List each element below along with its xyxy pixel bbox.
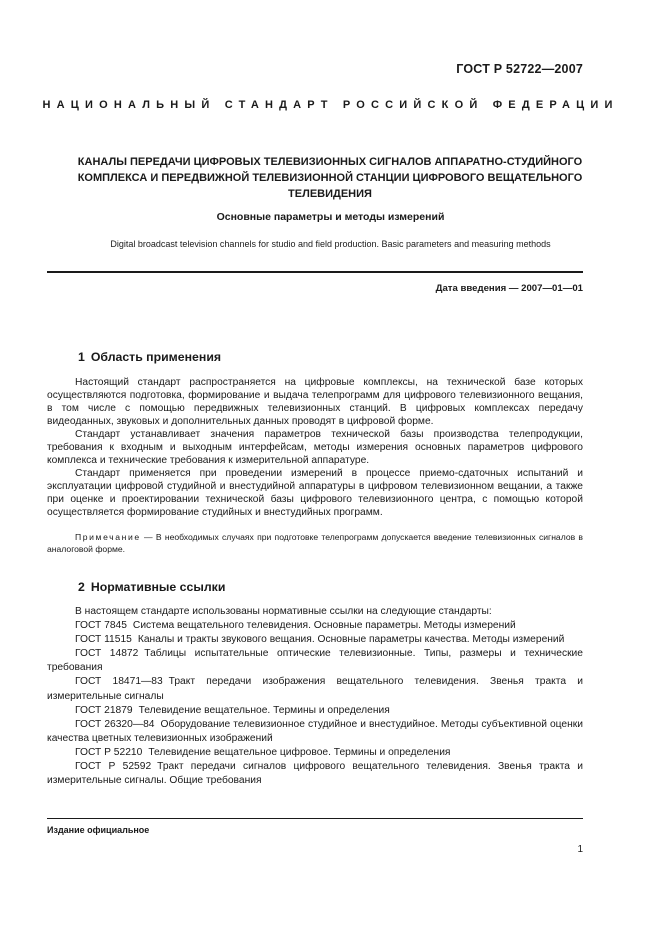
section-title: Нормативные ссылки [90,580,226,594]
reference-text: Оборудование телевизионное студийное и внестудийное. Методы субъективной оценки качества цветных телевизионных изображений [47,718,583,744]
note-text: — В необходимых случаях при подготовке телепрограмм допускается введение телевизионных сигналов в аналоговой форме. [47,532,583,554]
section-2-body [47,605,583,788]
reference-item [47,633,583,647]
references-intro: В настоящем стандарте использованы нормативные ссылки на следующие стандарты: [75,606,492,617]
paragraph: Стандарт устанавливает значения параметров технической базы производства телепродукции, требования к входным и выходным интерфейсам, методы измерения основных параметров цифрового комплекса и технические требования к измерительной аппаратуре. [47,429,583,466]
reference-text: Тракт передачи изображения вещательного телевидения. Звенья тракта и измерительные сигналы [47,676,583,702]
note-label: Примечание [75,532,141,542]
reference-text: Телевидение вещательное цифровое. Термины и определения [148,746,451,758]
section-1-heading [78,350,221,364]
reference-code: ГОСТ 18471—83 [75,676,163,688]
page-number: 1 [577,844,583,855]
intro-date: Дата введения — 2007—01—01 [435,283,583,294]
section-number: 1 [78,350,85,364]
reference-text: Телевидение вещательное. Термины и определения [138,704,390,716]
reference-item [47,760,583,788]
title-divider [47,271,583,273]
standard-code: ГОСТ Р 52722—2007 [456,62,583,76]
reference-text: Тракт передачи сигналов цифрового вещательного телевидения. Звенья тракта и измерительные сигналы. Общие требования [47,761,583,787]
reference-code: ГОСТ 11515 [75,634,132,646]
section-2-heading [78,580,225,594]
reference-text: Таблицы испытательные оптические телевизионные. Типы, размеры и технические требования [47,648,583,674]
reference-code: ГОСТ 21879 [75,704,133,716]
document-title: КАНАЛЫ ПЕРЕДАЧИ ЦИФРОВЫХ ТЕЛЕВИЗИОННЫХ СИГНАЛОВ АППАРАТНО-СТУДИЙНОГО КОМПЛЕКСА И ПЕРЕДВИЖНОЙ ТЕЛЕВИЗИОННОЙ СТАНЦИИ ЦИФРОВОГО ВЕЩАТЕЛЬНОГО ТЕЛЕВИДЕНИЯ [77,156,583,200]
footer-divider [47,818,583,819]
reference-code: ГОСТ Р 52592 [75,761,152,773]
reference-item [47,746,583,760]
national-standard-banner: НАЦИОНАЛЬНЫЙ СТАНДАРТ РОССИЙСКОЙ ФЕДЕРАЦИИ [42,99,619,111]
english-title: Digital broadcast television channels for studio and field production. Basic parameters and measuring methods [110,239,551,249]
section-1-body [47,376,583,519]
section-title: Область применения [90,350,222,364]
paragraph: Стандарт применяется при проведении измерений в процессе приемо-сдаточных испытаний и эксплуатации цифровой студийной и внестудийной аппаратуры в цифровом телевизионном вещании, а также при оценке и проектировании технической базы цифрового телевизионного центра, с помощью которой осуществляется формирование студийных и внестудийных программ. [47,468,583,518]
reference-text: Каналы и тракты звукового вещания. Основные параметры качества. Методы измерений [137,634,565,646]
reference-code: ГОСТ 7845 [75,620,127,632]
reference-code: ГОСТ 14872 [75,648,139,660]
reference-item [47,704,583,718]
edition-label: Издание официальное [47,825,150,835]
reference-item [47,675,583,703]
reference-text: Система вещательного телевидения. Основные параметры. Методы измерений [132,620,516,632]
reference-item [47,647,583,675]
reference-code: ГОСТ Р 52210 [75,746,143,758]
reference-code: ГОСТ 26320—84 [75,718,155,730]
note [47,531,583,555]
section-number: 2 [78,580,85,594]
document-subtitle: Основные параметры и методы измерений [216,211,445,223]
reference-item [47,718,583,746]
reference-item [47,619,583,633]
paragraph: Настоящий стандарт распространяется на цифровые комплексы, на технической базе которых осуществляются подготовка, формирование и выдача телепрограмм для цифрового телевизионного вещания, в том числе с помощью передвижных телевизионных станций. В цифровых комплексах передачу видеоданных, звуковых и дополнительных данных проводят в цифровой форме. [47,377,583,427]
